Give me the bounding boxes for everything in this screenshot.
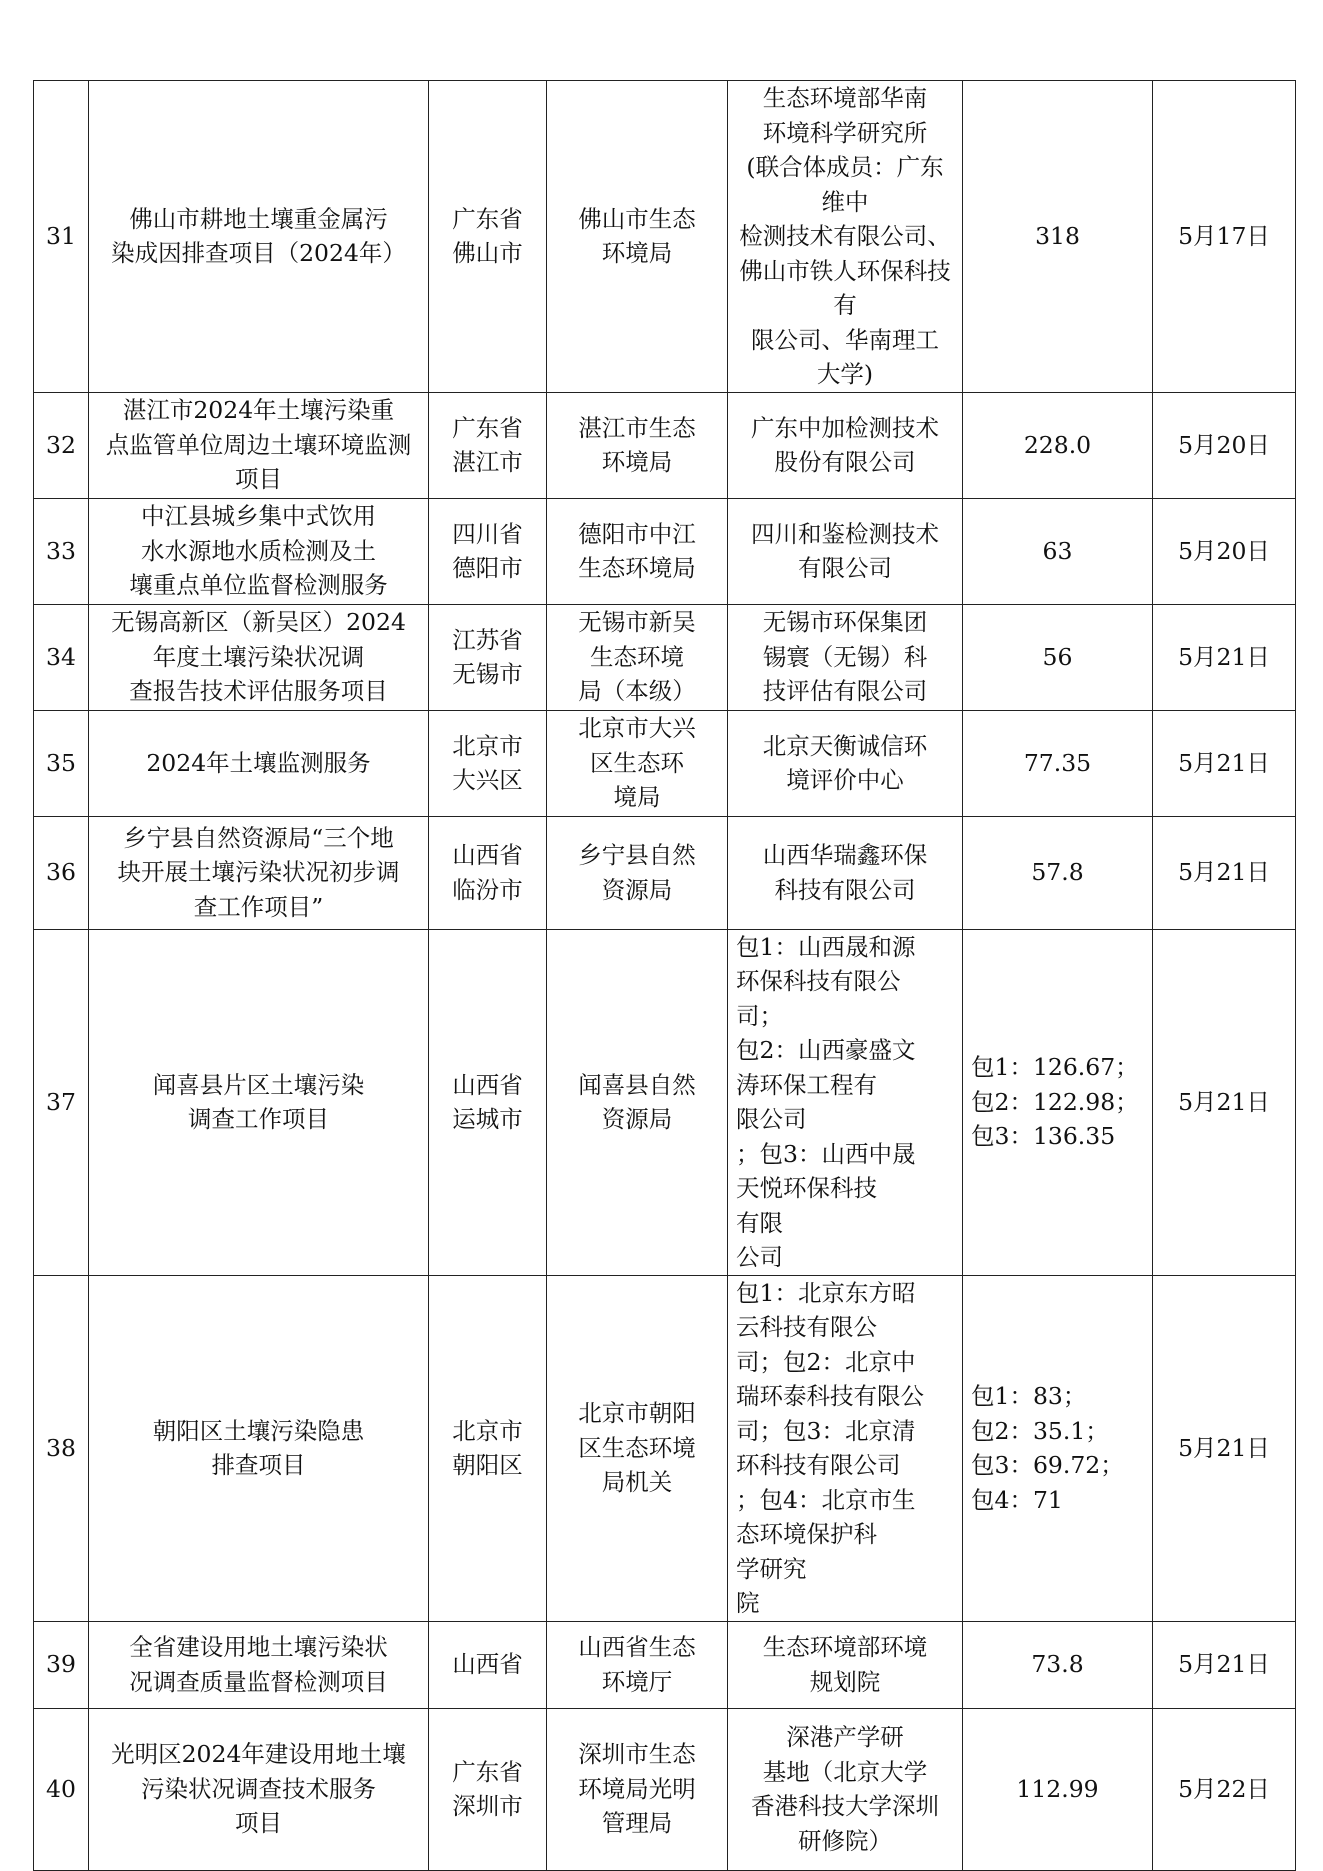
row-number-cell: 32 xyxy=(34,392,89,498)
purchaser-cell: 山西省生态 环境厅 xyxy=(547,1621,728,1708)
date-cell: 5月20日 xyxy=(1153,392,1296,498)
project-name-cell: 无锡高新区（新吴区）2024 年度土壤污染状况调 查报告技术评估服务项目 xyxy=(89,604,429,710)
purchaser-cell: 德阳市中江 生态环境局 xyxy=(547,498,728,604)
winner-cell: 无锡市环保集团 锡寰（无锡）科 技评估有限公司 xyxy=(728,604,963,710)
winner-cell: 四川和鉴检测技术 有限公司 xyxy=(728,498,963,604)
winner-cell: 生态环境部华南 环境科学研究所 (联合体成员：广东维中 检测技术有限公司、 佛山市铁人环保科技有 限公司、华南理工 大学) xyxy=(728,81,963,393)
amount-cell: 112.99 xyxy=(963,1708,1153,1870)
project-name-cell: 乡宁县自然资源局“三个地 块开展土壤污染状况初步调 查工作项目” xyxy=(89,816,429,929)
project-name-cell: 湛江市2024年土壤污染重 点监管单位周边土壤环境监测 项目 xyxy=(89,392,429,498)
purchaser-cell: 北京市大兴 区生态环 境局 xyxy=(547,710,728,816)
amount-cell: 228.0 xyxy=(963,392,1153,498)
table-row xyxy=(34,81,1296,393)
results-table xyxy=(33,80,1296,1871)
date-cell: 5月20日 xyxy=(1153,498,1296,604)
winner-cell: 北京天衡诚信环 境评价中心 xyxy=(728,710,963,816)
row-number-cell: 35 xyxy=(34,710,89,816)
winner-cell: 包1：北京东方昭 云科技有限公 司；包2：北京中 瑞环泰科技有限公 司；包3：北京清 环科技有限公司 ；包4：北京市生 态环境保护科 学研究 院 xyxy=(728,1275,963,1621)
row-number-cell: 39 xyxy=(34,1621,89,1708)
amount-cell: 包1：83； 包2：35.1； 包3：69.72； 包4：71 xyxy=(963,1275,1153,1621)
region-cell: 广东省 深圳市 xyxy=(429,1708,547,1870)
date-cell: 5月21日 xyxy=(1153,710,1296,816)
purchaser-cell: 佛山市生态 环境局 xyxy=(547,81,728,393)
table-row xyxy=(34,929,1296,1275)
project-name-cell: 光明区2024年建设用地土壤 污染状况调查技术服务 项目 xyxy=(89,1708,429,1870)
table-row xyxy=(34,392,1296,498)
date-cell: 5月17日 xyxy=(1153,81,1296,393)
purchaser-cell: 北京市朝阳 区生态环境 局机关 xyxy=(547,1275,728,1621)
row-number-cell: 31 xyxy=(34,81,89,393)
project-name-cell: 全省建设用地土壤污染状 况调查质量监督检测项目 xyxy=(89,1621,429,1708)
table-row xyxy=(34,1708,1296,1870)
table-row xyxy=(34,816,1296,929)
region-cell: 北京市 朝阳区 xyxy=(429,1275,547,1621)
region-cell: 北京市 大兴区 xyxy=(429,710,547,816)
row-number-cell: 34 xyxy=(34,604,89,710)
region-cell: 广东省 湛江市 xyxy=(429,392,547,498)
project-name-cell: 闻喜县片区土壤污染 调查工作项目 xyxy=(89,929,429,1275)
purchaser-cell: 无锡市新吴 生态环境 局（本级） xyxy=(547,604,728,710)
amount-cell: 63 xyxy=(963,498,1153,604)
table-row xyxy=(34,1275,1296,1621)
table-row xyxy=(34,710,1296,816)
row-number-cell: 40 xyxy=(34,1708,89,1870)
amount-cell: 318 xyxy=(963,81,1153,393)
row-number-cell: 38 xyxy=(34,1275,89,1621)
purchaser-cell: 湛江市生态 环境局 xyxy=(547,392,728,498)
project-name-cell: 朝阳区土壤污染隐患 排查项目 xyxy=(89,1275,429,1621)
amount-cell: 57.8 xyxy=(963,816,1153,929)
table-body xyxy=(34,81,1296,1871)
amount-cell: 77.35 xyxy=(963,710,1153,816)
project-name-cell: 佛山市耕地土壤重金属污 染成因排查项目（2024年） xyxy=(89,81,429,393)
region-cell: 山西省 xyxy=(429,1621,547,1708)
date-cell: 5月21日 xyxy=(1153,929,1296,1275)
winner-cell: 生态环境部环境 规划院 xyxy=(728,1621,963,1708)
date-cell: 5月22日 xyxy=(1153,1708,1296,1870)
winner-cell: 山西华瑞鑫环保 科技有限公司 xyxy=(728,816,963,929)
project-name-cell: 2024年土壤监测服务 xyxy=(89,710,429,816)
table-row xyxy=(34,498,1296,604)
region-cell: 江苏省 无锡市 xyxy=(429,604,547,710)
date-cell: 5月21日 xyxy=(1153,1275,1296,1621)
row-number-cell: 37 xyxy=(34,929,89,1275)
winner-cell: 包1：山西晟和源 环保科技有限公 司； 包2：山西豪盛文 涛环保工程有 限公司 ；包3：山西中晟 天悦环保科技 有限 公司 xyxy=(728,929,963,1275)
amount-cell: 73.8 xyxy=(963,1621,1153,1708)
region-cell: 山西省 运城市 xyxy=(429,929,547,1275)
amount-cell: 56 xyxy=(963,604,1153,710)
purchaser-cell: 乡宁县自然 资源局 xyxy=(547,816,728,929)
region-cell: 山西省 临汾市 xyxy=(429,816,547,929)
row-number-cell: 33 xyxy=(34,498,89,604)
amount-cell: 包1：126.67； 包2：122.98； 包3：136.35 xyxy=(963,929,1153,1275)
table-row xyxy=(34,604,1296,710)
project-name-cell: 中江县城乡集中式饮用 水水源地水质检测及土 壤重点单位监督检测服务 xyxy=(89,498,429,604)
row-number-cell: 36 xyxy=(34,816,89,929)
date-cell: 5月21日 xyxy=(1153,604,1296,710)
date-cell: 5月21日 xyxy=(1153,1621,1296,1708)
purchaser-cell: 深圳市生态 环境局光明 管理局 xyxy=(547,1708,728,1870)
winner-cell: 广东中加检测技术 股份有限公司 xyxy=(728,392,963,498)
purchaser-cell: 闻喜县自然 资源局 xyxy=(547,929,728,1275)
date-cell: 5月21日 xyxy=(1153,816,1296,929)
table-row xyxy=(34,1621,1296,1708)
winner-cell: 深港产学研 基地（北京大学 香港科技大学深圳 研修院） xyxy=(728,1708,963,1870)
region-cell: 四川省 德阳市 xyxy=(429,498,547,604)
region-cell: 广东省 佛山市 xyxy=(429,81,547,393)
